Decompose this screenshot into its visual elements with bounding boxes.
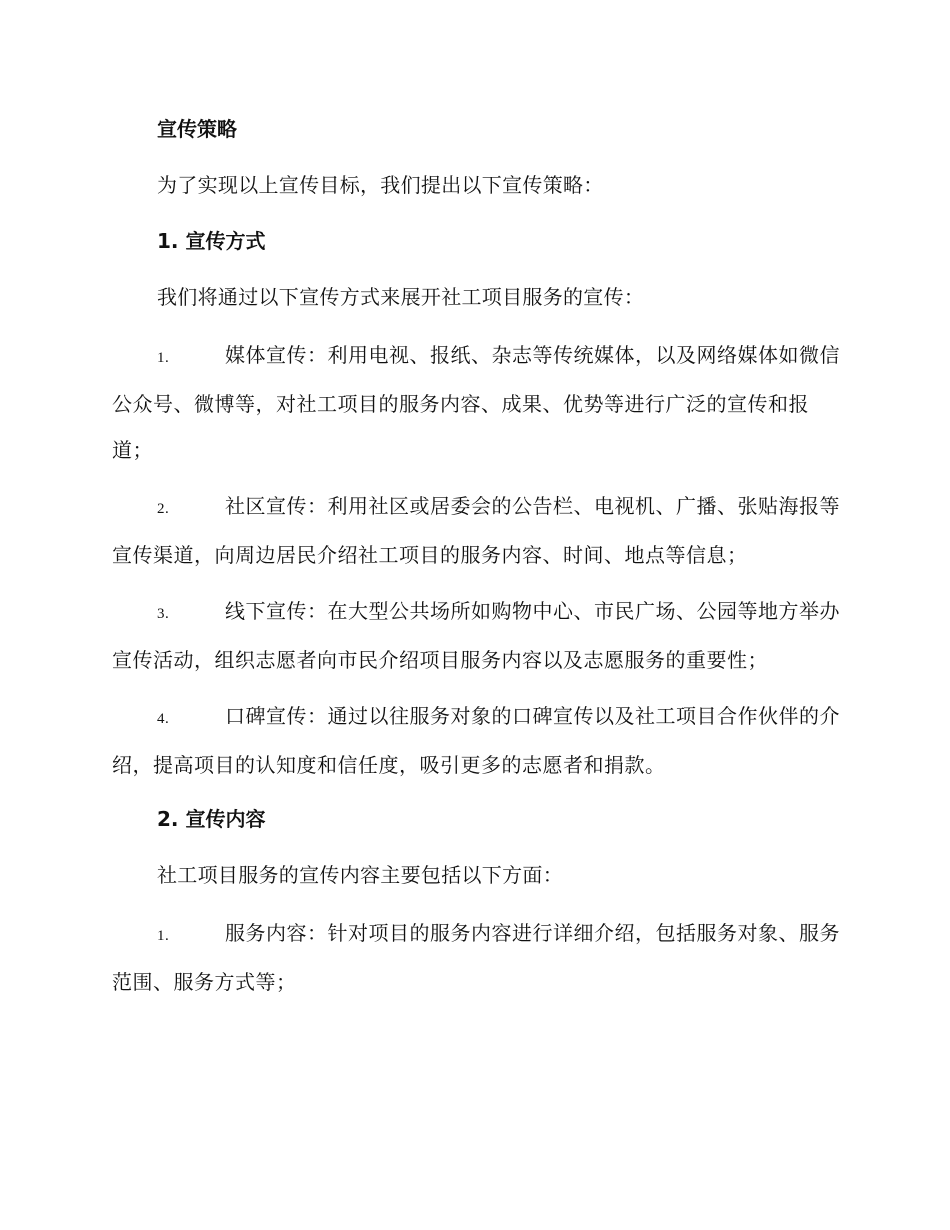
- section-intro: 为了实现以上宣传目标，我们提出以下宣传策略：: [157, 173, 604, 197]
- content-heading: 2. 宣传内容: [157, 807, 266, 831]
- document-body: [112, 108, 842, 1015]
- list-number: 1.: [157, 350, 170, 366]
- list-item-text: 口碑宣传：通过以往服务对象的口碑宣传以及社工项目合作伙伴的介绍，提高项目的认知度和信任度，吸引更多的志愿者和捐款。: [112, 704, 840, 777]
- methods-list-item: [112, 332, 842, 473]
- list-item-text: 服务内容：针对项目的服务内容进行详细介绍，包括服务对象、服务范围、服务方式等；: [112, 921, 840, 994]
- content-intro: 社工项目服务的宣传内容主要包括以下方面：: [157, 863, 563, 887]
- methods-heading: 1. 宣传方式: [157, 229, 266, 253]
- content-list-item: [112, 910, 842, 1005]
- list-number: 1.: [157, 928, 170, 944]
- methods-list-item: [112, 483, 842, 578]
- list-number: 4.: [157, 711, 170, 727]
- list-number: 2.: [157, 501, 170, 517]
- list-item-text: 线下宣传：在大型公共场所如购物中心、市民广场、公园等地方举办宣传活动，组织志愿者向市民介绍项目服务内容以及志愿服务的重要性；: [112, 599, 840, 672]
- list-item-text: 社区宣传：利用社区或居委会的公告栏、电视机、广播、张贴海报等宣传渠道，向周边居民介绍社工项目的服务内容、时间、地点等信息；: [112, 494, 840, 567]
- section-title: 宣传策略: [157, 117, 237, 141]
- list-number: 3.: [157, 606, 170, 622]
- methods-intro: 我们将通过以下宣传方式来展开社工项目服务的宣传：: [157, 285, 645, 309]
- methods-list-item: [112, 588, 842, 683]
- list-item-text: 媒体宣传：利用电视、报纸、杂志等传统媒体，以及网络媒体如微信公众号、微博等，对社工项目的服务内容、成果、优势等进行广泛的宣传和报道；: [112, 343, 840, 462]
- methods-list-item: [112, 693, 842, 788]
